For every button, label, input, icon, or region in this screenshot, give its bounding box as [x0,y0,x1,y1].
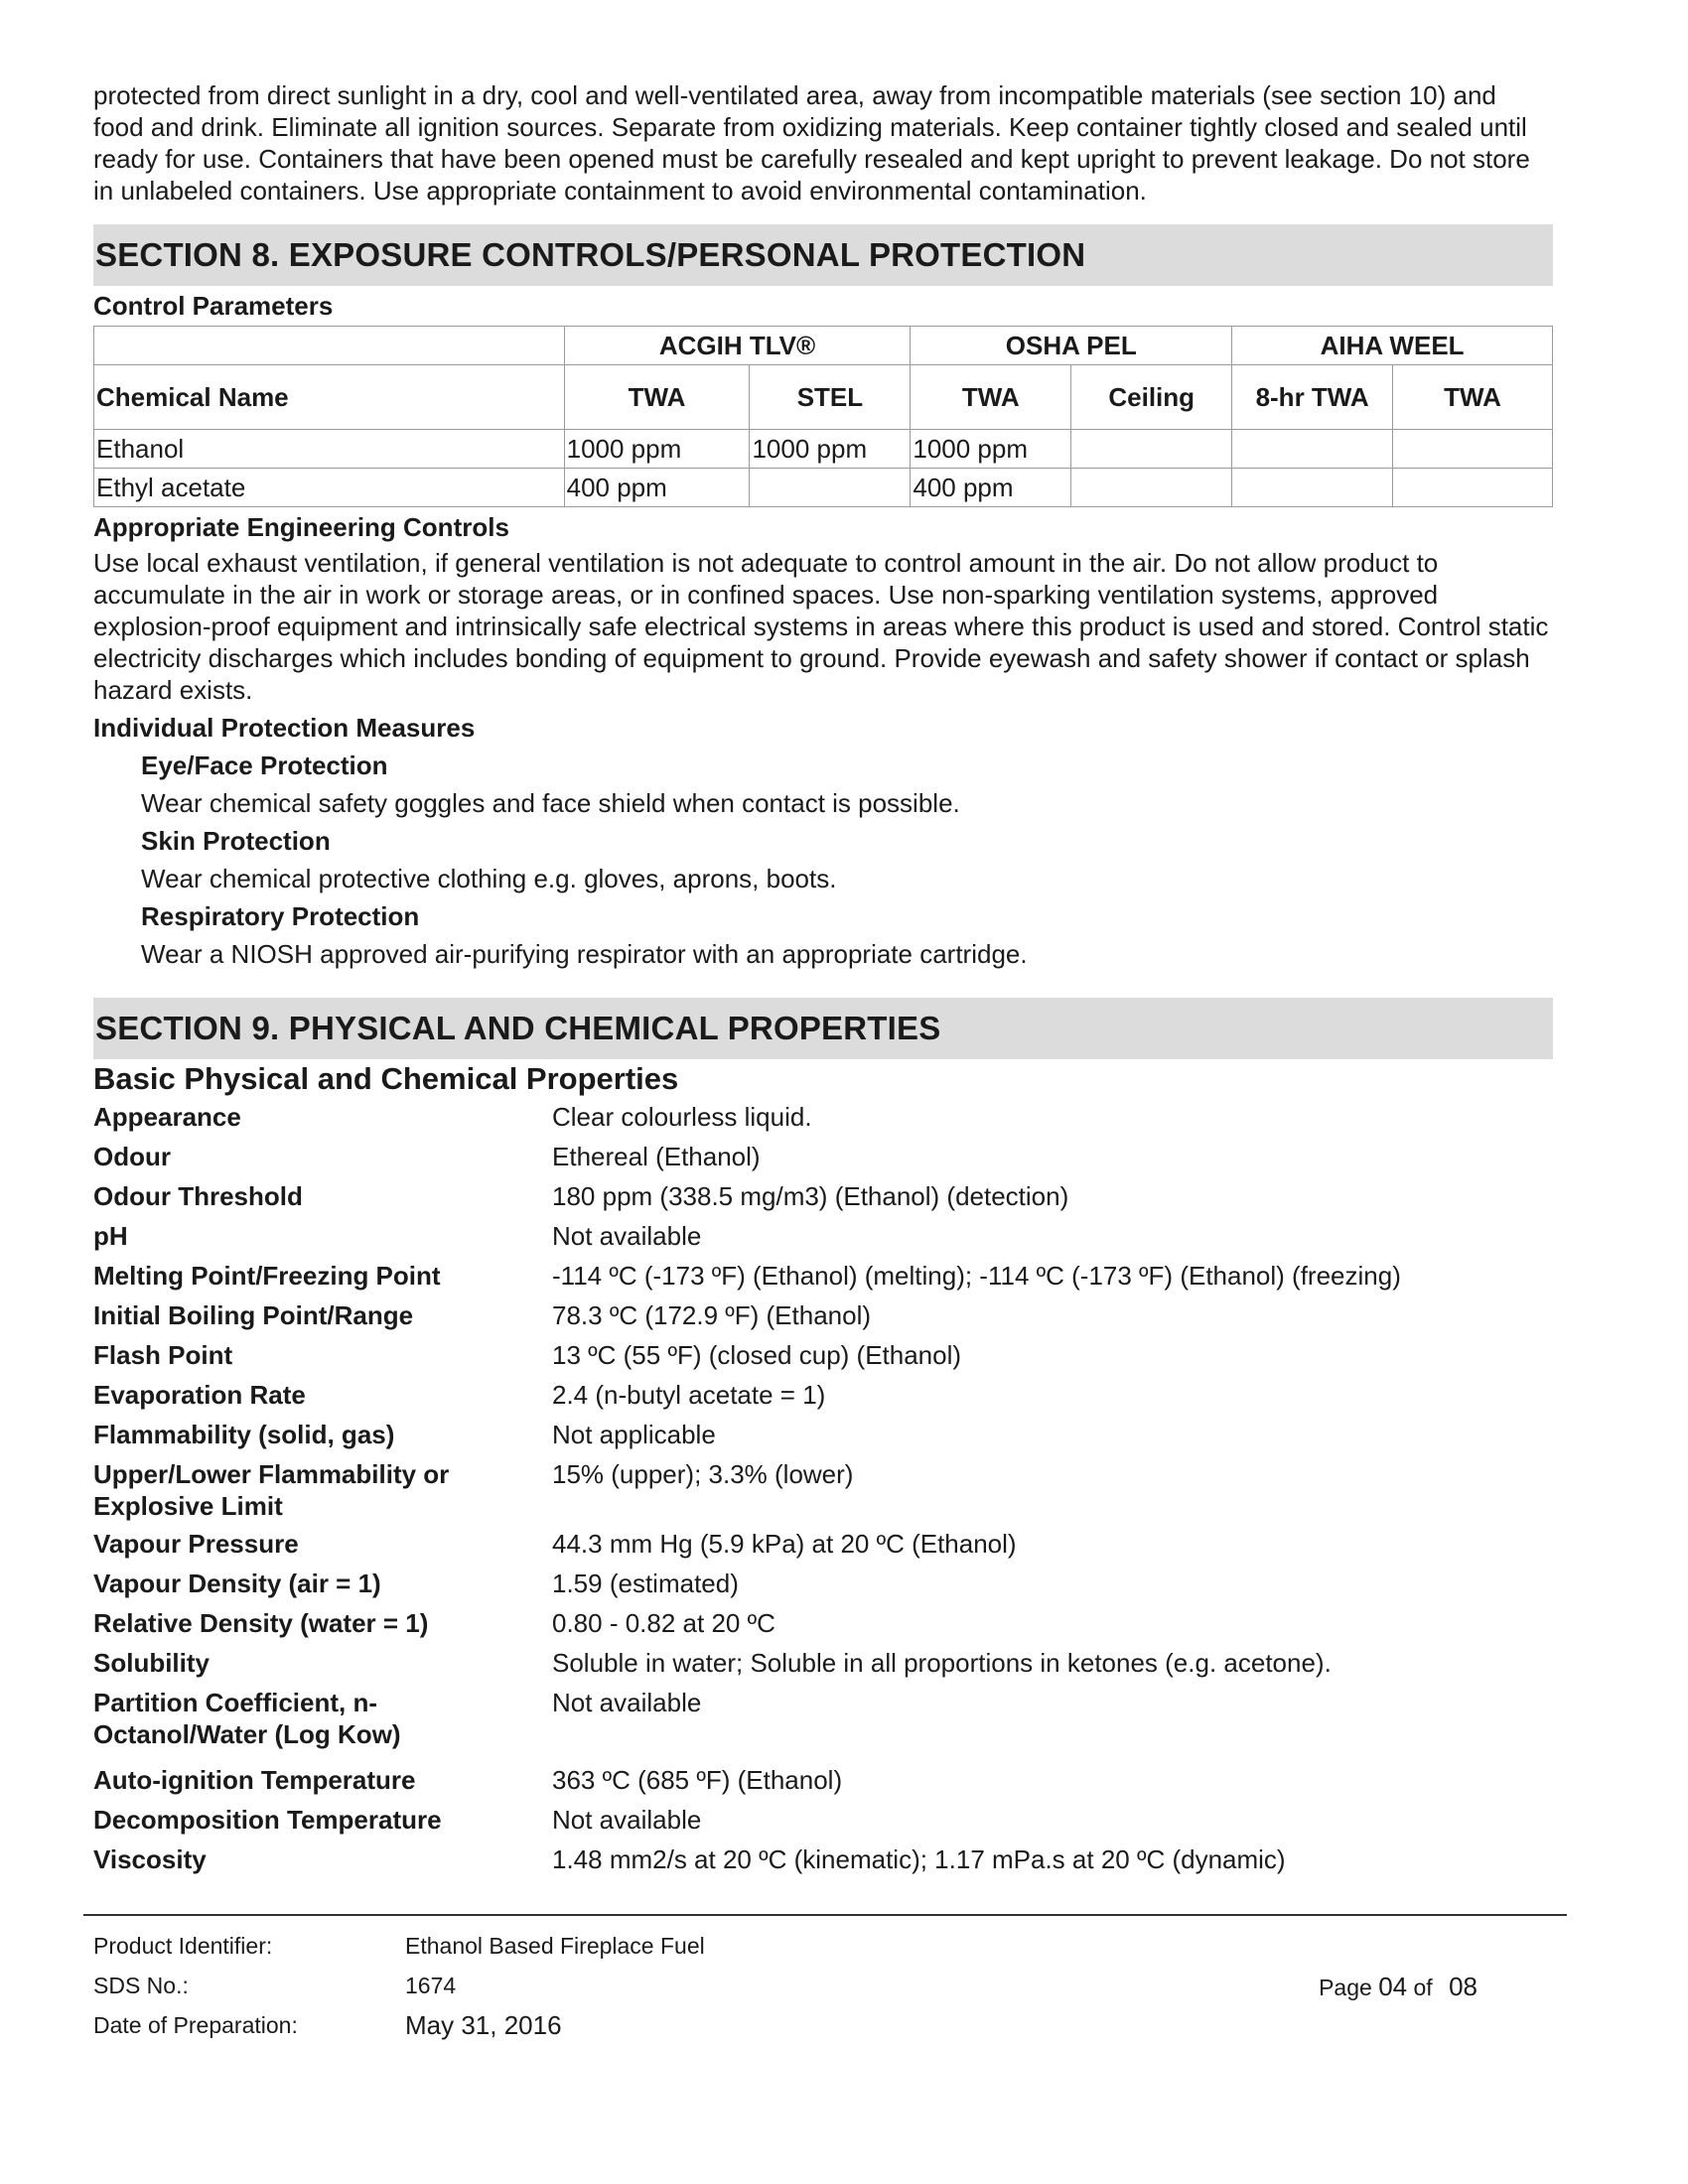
property-value: 15% (upper); 3.3% (lower) [552,1459,854,1489]
property-row-boiling-point [93,1299,1553,1339]
group-header-acgih: ACGIH TLV® [564,327,911,365]
control-parameters-heading: Control Parameters [93,291,334,321]
table-cell [1232,469,1393,507]
basic-properties-heading: Basic Physical and Chemical Properties [93,1061,679,1096]
table-cell: 1000 ppm [750,430,911,469]
column-header-osha-ceiling: Ceiling [1071,365,1232,430]
column-header-aiha-8hr-twa: 8-hr TWA [1232,365,1393,430]
property-value: 180 ppm (338.5 mg/m3) (Ethanol) (detection) [552,1181,1069,1211]
engineering-controls-heading: Appropriate Engineering Controls [93,512,509,542]
control-parameters-table [93,326,1553,507]
eye-protection-text: Wear chemical safety goggles and face shield when contact is possible. [141,788,960,818]
table-cell [1393,469,1553,507]
document-page [93,79,1553,1883]
page-label: Page [1319,1975,1372,2000]
property-value: Not applicable [552,1420,716,1449]
property-row-partition-coefficient [93,1687,1553,1764]
page-footer [93,1926,1553,2045]
table-cell: 400 ppm [564,469,750,507]
sds-number-label: SDS No.: [93,1972,189,1998]
table-cell: 400 ppm [911,469,1071,507]
product-identifier-value: Ethanol Based Fireplace Fuel [405,1932,705,1959]
property-label: Odour Threshold [93,1181,303,1211]
property-value: Not available [552,1688,702,1717]
table-column-header-row [94,365,1553,430]
property-label: Auto-ignition Temperature [93,1765,416,1795]
column-header-acgih-stel: STEL [750,365,911,430]
property-label: Initial Boiling Point/Range [93,1300,414,1330]
property-label: Vapour Pressure [93,1529,299,1559]
property-row-relative-density [93,1607,1553,1647]
property-row-solubility [93,1647,1553,1687]
property-label: pH [93,1221,128,1251]
property-label: Odour [93,1142,171,1171]
section-9-title: SECTION 9. PHYSICAL AND CHEMICAL PROPERTIES [95,1010,941,1046]
property-row-melting-point [93,1260,1553,1299]
property-label: Decomposition Temperature [93,1805,442,1835]
table-blank-header [94,327,565,365]
footer-divider [83,1914,1567,1916]
property-value: Not available [552,1221,702,1251]
property-value: 2.4 (n-butyl acetate = 1) [552,1380,826,1410]
skin-protection-heading: Skin Protection [141,826,331,856]
table-cell [1071,469,1232,507]
protection-measures [93,750,1553,970]
property-label: Relative Density (water = 1) [93,1608,429,1638]
property-label: Appearance [93,1102,241,1132]
table-cell: Ethyl acetate [94,469,565,507]
eye-protection-heading: Eye/Face Protection [141,751,388,780]
property-label: Partition Coefficient, n-Octanol/Water (Log Kow) [93,1688,401,1749]
property-value: Ethereal (Ethanol) [552,1142,761,1171]
page-current: 04 [1378,1972,1408,2001]
property-label: Melting Point/Freezing Point [93,1261,441,1291]
property-value: 1.48 mm2/s at 20 ºC (kinematic); 1.17 mPa.s at 20 ºC (dynamic) [552,1844,1286,1874]
table-cell [750,469,911,507]
properties-list [93,1101,1553,1883]
property-label: Flash Point [93,1340,233,1370]
column-header-acgih-twa: TWA [564,365,750,430]
property-value: Clear colourless liquid. [552,1102,812,1132]
section-8-title: SECTION 8. EXPOSURE CONTROLS/PERSONAL PROTECTION [95,236,1086,273]
table-row [94,430,1553,469]
section-9-header [93,998,1553,1059]
property-row-flammability-limits [93,1458,1553,1528]
table-row [94,469,1553,507]
date-of-preparation-value: May 31, 2016 [405,2009,562,2040]
intro-paragraph: protected from direct sunlight in a dry, cool and well-ventilated area, away from incompatible materials (see section 10) and food and drink. Eliminate all ignition sources. Separate from oxidizing materials. Keep container tightly closed and sealed until ready for use. Containers that have been opened must be carefully resealed and kept upright to prevent leakage. Do not store in unlabeled containers. Use appropriate containment to avoid environmental contamination. [93,80,1530,205]
property-label: Viscosity [93,1844,207,1874]
property-row-decomposition-temperature [93,1804,1553,1843]
property-label: Vapour Density (air = 1) [93,1569,381,1598]
property-row-odour-threshold [93,1180,1553,1220]
table-cell [1232,430,1393,469]
property-row-ph [93,1220,1553,1260]
table-cell: 1000 ppm [564,430,750,469]
property-label: Solubility [93,1648,210,1678]
page-number [1319,1972,1477,2002]
column-header-aiha-twa: TWA [1393,365,1553,430]
property-value: 1.59 (estimated) [552,1569,739,1598]
property-value: 363 ºC (685 ºF) (Ethanol) [552,1765,843,1795]
property-row-auto-ignition [93,1764,1553,1804]
property-row-appearance [93,1101,1553,1141]
property-label: Upper/Lower Flammability or Explosive Limit [93,1459,450,1521]
property-row-odour [93,1141,1553,1180]
property-row-vapour-pressure [93,1528,1553,1568]
property-value: -114 ºC (-173 ºF) (Ethanol) (melting); -114 ºC (-173 ºF) (Ethanol) (freezing) [552,1261,1401,1291]
property-value: 78.3 ºC (172.9 ºF) (Ethanol) [552,1300,872,1330]
property-row-viscosity [93,1843,1553,1883]
column-header-chemical-name: Chemical Name [94,365,565,430]
respiratory-protection-text: Wear a NIOSH approved air-purifying respirator with an appropriate cartridge. [141,939,1028,969]
property-row-flash-point [93,1339,1553,1379]
page-of: of [1413,1975,1433,2000]
property-value: 13 ºC (55 ºF) (closed cup) (Ethanol) [552,1340,962,1370]
respiratory-protection-heading: Respiratory Protection [141,901,420,931]
column-header-osha-twa: TWA [911,365,1071,430]
sds-number-value: 1674 [405,1972,457,1998]
property-row-evaporation-rate [93,1379,1553,1419]
footer-date-row [93,2005,1553,2045]
table-cell: 1000 ppm [911,430,1071,469]
table-group-header-row [94,327,1553,365]
property-value: Soluble in water; Soluble in all proportions in ketones (e.g. acetone). [552,1648,1332,1678]
table-cell [1071,430,1232,469]
property-label: Flammability (solid, gas) [93,1420,395,1449]
date-of-preparation-label: Date of Preparation: [93,2011,298,2038]
engineering-controls-text: Use local exhaust ventilation, if general ventilation is not adequate to control amount in the air. Do not allow product to accumulate in the air in work or storage areas, or in confined spaces. Use non-sparking ventilation systems, approved explosion-proof equipment and intrinsically safe electrical systems in areas where this product is used and stored. Control static electricity discharges which includes bonding of equipment to ground. Provide eyewash and safety shower if contact or splash hazard exists. [93,548,1549,705]
individual-protection-heading: Individual Protection Measures [93,713,476,743]
table-cell [1393,430,1553,469]
property-value: 44.3 mm Hg (5.9 kPa) at 20 ºC (Ethanol) [552,1529,1017,1559]
property-label: Evaporation Rate [93,1380,306,1410]
group-header-aiha: AIHA WEEL [1232,327,1553,365]
page-total: 08 [1449,1972,1477,2001]
product-identifier-label: Product Identifier: [93,1932,273,1959]
property-row-vapour-density [93,1568,1553,1607]
table-cell: Ethanol [94,430,565,469]
property-value: Not available [552,1805,702,1835]
property-value: 0.80 - 0.82 at 20 ºC [552,1608,775,1638]
skin-protection-text: Wear chemical protective clothing e.g. gloves, aprons, boots. [141,864,837,893]
section-8-header [93,224,1553,286]
property-row-flammability [93,1419,1553,1458]
group-header-osha: OSHA PEL [911,327,1232,365]
footer-product-row [93,1926,1553,1966]
